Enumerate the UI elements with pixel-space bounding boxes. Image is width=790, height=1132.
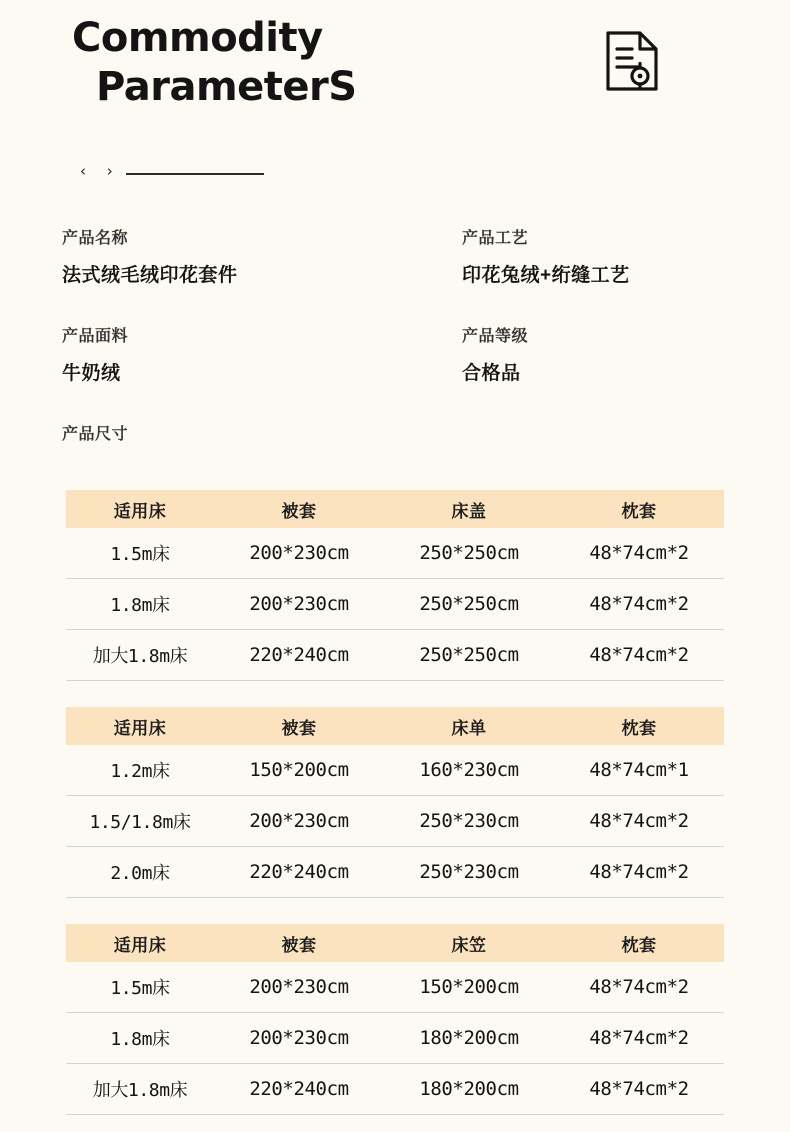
table-row — [66, 745, 724, 796]
cell-duvet-cover: 220*240cm — [214, 1064, 384, 1115]
column-header: 枕套 — [554, 924, 724, 962]
divider-line — [126, 173, 264, 175]
column-header: 被套 — [214, 924, 384, 962]
title-line-2: ParameterS — [96, 63, 357, 110]
cell-bed-size: 1.8m床 — [66, 579, 214, 630]
title-line-1: Commodity — [72, 15, 323, 61]
spec-label: 产品面料 — [62, 328, 129, 345]
column-header: 枕套 — [554, 707, 724, 745]
size-tables — [0, 490, 790, 1115]
cell-duvet-cover: 200*230cm — [214, 528, 384, 579]
cell-pillowcase: 48*74cm*2 — [554, 1013, 724, 1064]
cell-bed-sheet: 250*230cm — [384, 847, 554, 898]
cell-pillowcase: 48*74cm*2 — [554, 962, 724, 1013]
spec-row — [0, 424, 790, 468]
spec-field-product-grade — [462, 326, 528, 386]
table-header-row — [66, 924, 724, 962]
cell-bed-size: 1.2m床 — [66, 745, 214, 796]
column-header: 床单 — [384, 707, 554, 745]
column-header: 枕套 — [554, 490, 724, 528]
spec-value: 牛奶绒 — [62, 363, 121, 384]
section-divider — [80, 160, 380, 186]
cell-bed-cover: 250*250cm — [384, 630, 554, 681]
column-header: 床盖 — [384, 490, 554, 528]
table-row — [66, 528, 724, 579]
spec-field-product-name — [62, 228, 238, 288]
cell-pillowcase: 48*74cm*2 — [554, 847, 724, 898]
cell-pillowcase: 48*74cm*2 — [554, 528, 724, 579]
spec-label: 产品工艺 — [462, 230, 529, 247]
document-settings-icon — [604, 30, 660, 92]
table-header-row — [66, 707, 724, 745]
column-header: 被套 — [214, 707, 384, 745]
spec-label: 产品等级 — [462, 328, 529, 345]
page-title — [68, 14, 488, 112]
size-table-bedcover — [66, 490, 724, 681]
cell-bed-size: 2.0m床 — [66, 847, 214, 898]
cell-duvet-cover: 220*240cm — [214, 847, 384, 898]
cell-bed-cover: 250*250cm — [384, 579, 554, 630]
cell-duvet-cover: 150*200cm — [214, 745, 384, 796]
spec-field-product-craft — [462, 228, 630, 288]
spec-value: 合格品 — [462, 363, 521, 384]
spec-value: 印花兔绒+绗缝工艺 — [462, 265, 630, 286]
table-header-row — [66, 490, 724, 528]
table-row — [66, 1013, 724, 1064]
cell-pillowcase: 48*74cm*2 — [554, 579, 724, 630]
cell-duvet-cover: 200*230cm — [214, 1013, 384, 1064]
spec-field-product-size — [62, 424, 128, 460]
cell-bed-size: 加大1.8m床 — [66, 630, 214, 681]
cell-bed-size: 1.5/1.8m床 — [66, 796, 214, 847]
spec-row — [0, 326, 790, 424]
spec-field-product-fabric — [62, 326, 128, 386]
cell-bed-sheet: 250*230cm — [384, 796, 554, 847]
size-table-fitted-sheet — [66, 924, 724, 1115]
page-header — [0, 0, 790, 150]
table-row — [66, 579, 724, 630]
cell-duvet-cover: 200*230cm — [214, 796, 384, 847]
cell-fitted-sheet: 180*200cm — [384, 1013, 554, 1064]
spec-row — [0, 228, 790, 326]
column-header: 床笠 — [384, 924, 554, 962]
cell-pillowcase: 48*74cm*2 — [554, 796, 724, 847]
size-table-bedsheet — [66, 707, 724, 898]
cell-fitted-sheet: 150*200cm — [384, 962, 554, 1013]
cell-bed-size: 1.5m床 — [66, 528, 214, 579]
cell-bed-size: 1.5m床 — [66, 962, 214, 1013]
cell-duvet-cover: 220*240cm — [214, 630, 384, 681]
cell-duvet-cover: 200*230cm — [214, 962, 384, 1013]
cell-pillowcase: 48*74cm*2 — [554, 630, 724, 681]
column-header: 适用床 — [66, 707, 214, 745]
cell-bed-size: 加大1.8m床 — [66, 1064, 214, 1115]
cell-pillowcase: 48*74cm*1 — [554, 745, 724, 796]
column-header: 适用床 — [66, 924, 214, 962]
spec-list — [0, 228, 790, 468]
spec-label: 产品尺寸 — [62, 426, 129, 443]
spec-label: 产品名称 — [62, 230, 129, 247]
table-row — [66, 1064, 724, 1115]
table-row — [66, 962, 724, 1013]
cell-bed-sheet: 160*230cm — [384, 745, 554, 796]
cell-bed-cover: 250*250cm — [384, 528, 554, 579]
cell-bed-size: 1.8m床 — [66, 1013, 214, 1064]
cell-fitted-sheet: 180*200cm — [384, 1064, 554, 1115]
prev-next-arrows[interactable]: ‹ › — [80, 162, 121, 180]
table-row — [66, 796, 724, 847]
table-row — [66, 630, 724, 681]
column-header: 被套 — [214, 490, 384, 528]
cell-duvet-cover: 200*230cm — [214, 579, 384, 630]
column-header: 适用床 — [66, 490, 214, 528]
table-row — [66, 847, 724, 898]
spec-value: 法式绒毛绒印花套件 — [62, 265, 238, 286]
cell-pillowcase: 48*74cm*2 — [554, 1064, 724, 1115]
